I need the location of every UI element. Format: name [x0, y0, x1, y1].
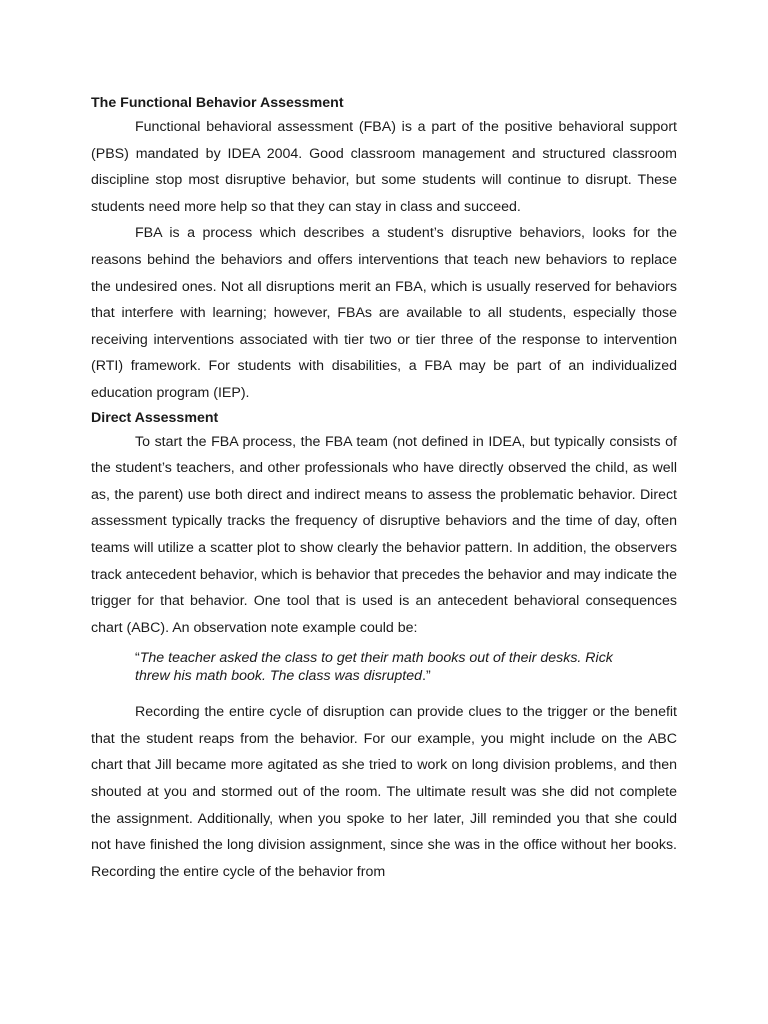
section-heading-fba: The Functional Behavior Assessment: [91, 95, 344, 111]
paragraph-fba-process: FBA is a process which describes a student’s disruptive behaviors, looks for the reasons behind the behaviors and offers interventions that teach new behaviors to replace the undesired ones. Not all disruptions merit an FBA, which is usually reserved for behaviors that interfere with learning; however, FBAs are available to all students, especially those receiving interventions associated with tier two or tier three of the response to intervention (RTI) framework. For students with disabilities, a FBA may be part of an individualized education program (IEP).: [91, 225, 677, 401]
paragraph-recording-cycle: Recording the entire cycle of disruption can provide clues to the trigger or the benefit that the student reaps from the behavior. For our example, you might include on the ABC chart that Jill became more agitated as she tried to work on long division problems, and then shouted at you and stormed out of the room. The ultimate result was she did not complete the assignment. Additionally, when you spoke to her later, Jill reminded you that she could not have finished the long division assignment, since she was in the office without her books. Recording the entire cycle of the behavior from: [91, 704, 677, 880]
paragraph-direct-assessment: To start the FBA process, the FBA team (not defined in IDEA, but typically consists of the student’s teachers, and other professionals who have directly observed the child, as well as, the parent) use both direct and indirect means to assess the problematic behavior. Direct assessment typically tracks the frequency of disruptive behaviors and the time of day, often teams will utilize a scatter plot to show clearly the behavior pattern. In addition, the observers track antecedent behavior, which is behavior that precedes the behavior and may indicate the trigger for that behavior. One tool that is used is an antecedent behavioral consequences chart (ABC). An observation note example could be:: [91, 433, 677, 636]
paragraph-fba-intro: Functional behavioral assessment (FBA) is a part of the positive behavioral support (PBS) mandated by IDEA 2004. Good classroom management and structured classroom discipline stop most disruptive behavior, but some students will continue to disrupt. These students need more help so that they can stay in class and succeed.: [91, 119, 677, 215]
document-body: [91, 92, 677, 885]
quote-open-mark: “: [135, 650, 140, 667]
quote-close-mark: .”: [422, 668, 431, 685]
section-heading-direct-assessment: Direct Assessment: [91, 409, 219, 426]
quote-text: The teacher asked the class to get their math books out of their desks. Rick threw his math book. The class was disrupted: [135, 650, 613, 685]
observation-quote: [135, 649, 640, 685]
